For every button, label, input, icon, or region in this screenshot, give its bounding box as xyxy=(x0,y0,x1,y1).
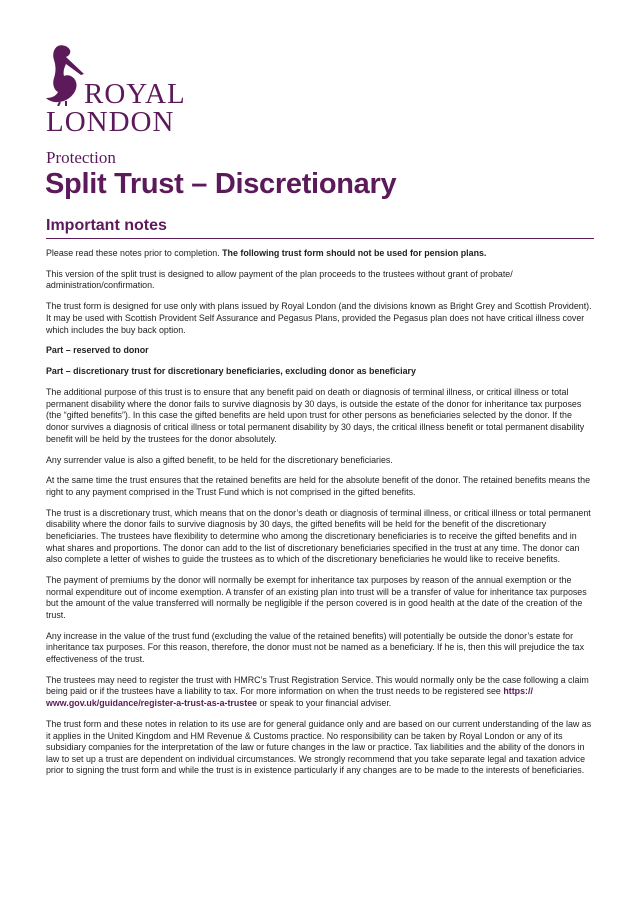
registration-paragraph xyxy=(46,675,594,710)
logo-london-text: LONDON xyxy=(46,106,175,138)
pension-warning: The following trust form should not be used for pension plans. xyxy=(222,248,487,258)
paragraph: At the same time the trust ensures that the retained benefits are held for the absolute benefit of the donor. The retained benefits means the right to any payment comprised in the Trust Fund which is not comprised in the gifted benefits. xyxy=(46,475,591,497)
paragraph: The payment of premiums by the donor will normally be exempt for inheritance tax purposes by reason of the annual exemption or the normal expenditure out of income exemption. A transfer of an existing plan into trust will be a transfer of value for inheritance tax purposes but the amount of the value transferred will normally be negligible if the person covered is in good health at the date of the creation of the trust. xyxy=(46,575,587,620)
notes-body xyxy=(46,248,594,786)
paragraph: Any increase in the value of the trust fund (excluding the value of the retained benefits) will potentially be outside the donor’s estate for inheritance tax purposes. For this reason, therefore, the donor must not be named as a beneficiary. If he is, then this will prejudice the tax effectiveness of the trust. xyxy=(46,630,585,664)
logo-royal-text: ROYAL xyxy=(84,78,186,110)
registration-text: The trustees may need to register the trust with HMRC’s Trust Registration Service. This would normally only be the case following a claim being paid or if the trustees have a liability to tax. For more information on when the trust needs to be registered see xyxy=(46,674,589,697)
section-heading: Important notes xyxy=(46,217,167,234)
document-title: Split Trust – Discretionary xyxy=(45,168,397,200)
product-label: Protection xyxy=(46,148,116,167)
intro-text: Please read these notes prior to completion. xyxy=(46,248,223,258)
registration-tail: or speak to your financial adviser. xyxy=(257,698,392,709)
intro-paragraph xyxy=(46,248,594,260)
paragraph: The trust is a discretionary trust, which means that on the donor’s death or diagnosis of terminal illness, or critical illness or total permanent disability where the donor fails to survive diagnosis by 30 days, the gifted benefits will be held for the benefit of the discretionary beneficiaries. The trustees have flexibility to determine who among the discretionary beneficiaries is to receive the gifted benefits and in what shares and proportions. The donor can add to the list of discretionary beneficiaries specified in the trust at any time. The donor can also complete a letter of wishes to guide the trustees as to which of the discretionary beneficiaries he would like to receive benefits. xyxy=(46,507,591,565)
paragraph: Any surrender value is also a gifted benefit, to be held for the discretionary beneficiaries. xyxy=(46,454,393,465)
heading-divider xyxy=(46,238,594,239)
hmrc-guidance-link[interactable]: https:// www.gov.uk/guidance/register-a-trust-as-a-trustee xyxy=(46,686,533,709)
paragraph: The additional purpose of this trust is to ensure that any benefit paid on death or diagnosis of terminal illness, or critical illness or total permanent disability where the donor fails to survive diagnosis by 30 days, is outside the estate of the donor for inheritance tax purposes (the “gifted benefits”). In this case the gifted benefits are held upon trust for other persons as beneficiaries selected by the donor. If the donor survives a diagnosis of critical illness or total permanent disability by 30 days, the critical illness benefit or total permanent disability benefit will be held by the trustees for the donor absolutely. xyxy=(46,387,585,444)
paragraph: The trust form is designed for use only with plans issued by Royal London (and the divisions known as Bright Grey and Scottish Provident). It may be used with Scottish Provident Self Assurance and Pegasus Plans, provided the Pegasus plan does not have critical illness cover which includes the buy back option. xyxy=(46,301,592,335)
part-heading-discretionary: Part – discretionary trust for discretionary beneficiaries, excluding donor as beneficiary xyxy=(46,366,416,377)
royal-london-logo xyxy=(44,44,186,138)
paragraph: The trust form and these notes in relation to its use are for general guidance only and are based on our current understanding of the law as it applies in the United Kingdom and HM Revenue & Customs practice. No responsibility can be taken by Royal London or any of its subsidiary companies for the interpretation of the law or future changes in the law or practice. Tax liabilities and the ability of the donors in law to set up a trust are dependent on individual circumstances. We strongly recommend that you take separate legal and taxation advice prior to signing the trust form and while the trust is in existence particularly if any changes are to be made to the interests of beneficiaries. xyxy=(46,718,592,776)
part-heading-reserved: Part – reserved to donor xyxy=(46,345,149,356)
paragraph: This version of the split trust is designed to allow payment of the plan proceeds to the trustees without grant of probate/ administration/confirmation. xyxy=(46,268,513,291)
